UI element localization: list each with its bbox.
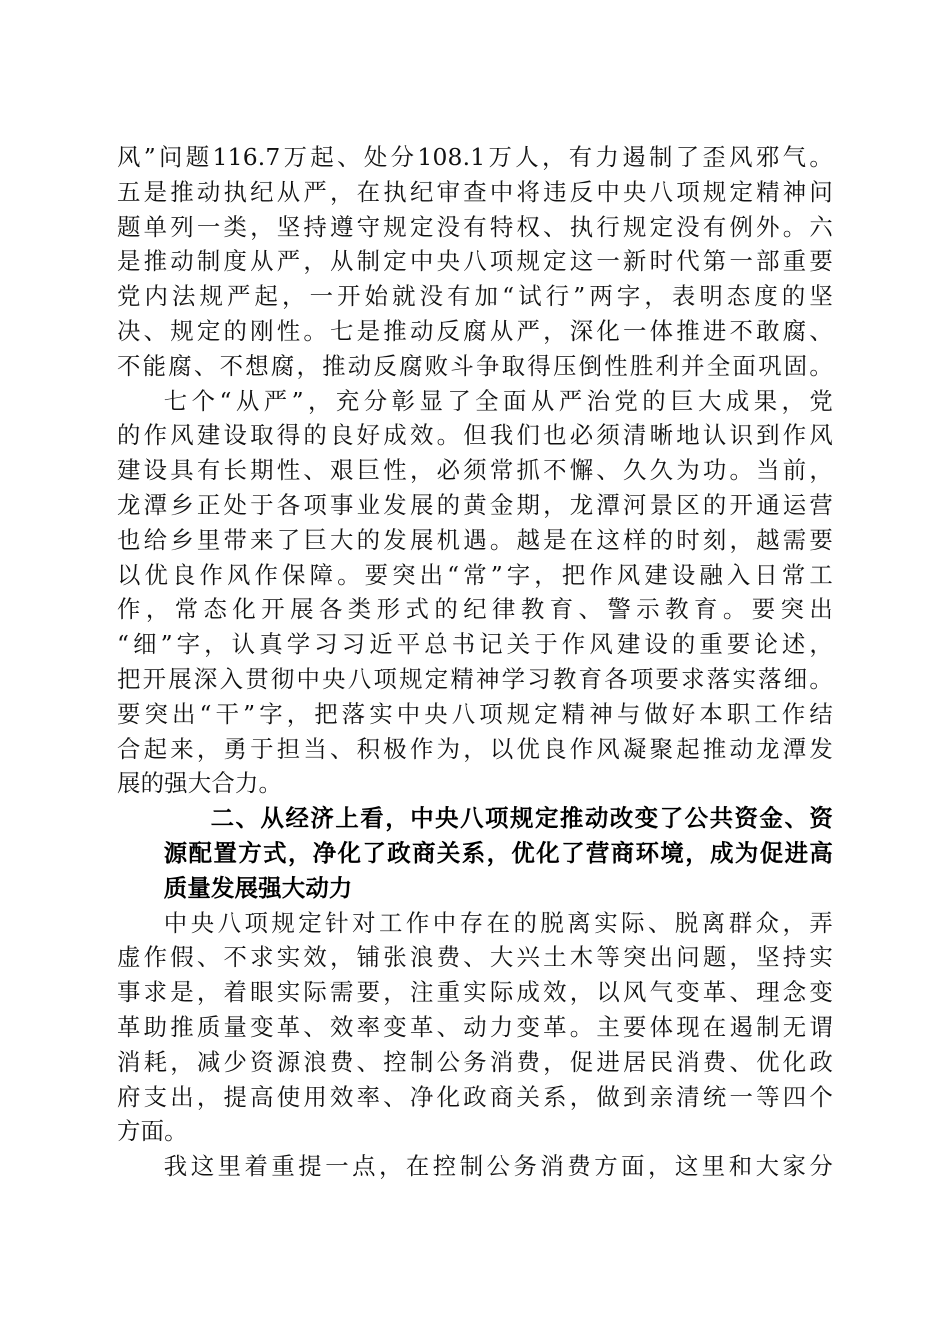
text-line: 题单列一类，坚持遵守规定没有特权、执行规定没有例外。六 [117,212,833,241]
text-line: 的作风建设取得的良好成效。但我们也必须清晰地认识到作风 [117,421,833,450]
text-line: 要突出“干”字，把落实中央八项规定精神与做好本职工作结 [117,699,833,728]
heading-line: 源配置方式，净化了政商关系，优化了营商环境，成为促进高 [163,838,833,867]
text-line: 龙潭乡正处于各项事业发展的黄金期，龙潭河景区的开通运营 [117,490,833,519]
text-line: 五是推动执纪从严，在执纪审查中将违反中央八项规定精神问 [117,177,833,206]
paragraph-2 [117,384,833,802]
text-line: 把开展深入贯彻中央八项规定精神学习教育各项要求落实落细。 [117,664,833,693]
text-line: 风”问题116.7万起、处分108.1万人，有力遏制了歪风邪气。 [117,143,833,171]
text-line: 不能腐、不想腐，推动反腐败斗争取得压倒性胜利并全面巩固。 [117,351,833,380]
text-line: 以优良作风作保障。要突出“常”字，把作风建设融入日常工 [117,560,833,589]
document-page [117,140,833,1184]
paragraph-3 [117,906,833,1150]
text-line: 也给乡里带来了巨大的发展机遇。越是在这样的时刻，越需要 [117,525,833,554]
text-line: 虚作假、不求实效，铺张浪费、大兴土木等突出问题，坚持实 [117,943,833,972]
text-line: 作，常态化开展各类形式的纪律教育、警示教育。要突出 [117,595,833,624]
text-line: 中央八项规定针对工作中存在的脱离实际、脱离群众，弄 [163,908,833,937]
text-line: 合起来，勇于担当、积极作为，以优良作风凝聚起推动龙潭发 [117,734,833,763]
text-line: 展的强大合力。 [117,769,283,798]
text-line: 府支出，提高使用效率、净化政商关系，做到亲清统一等四个 [117,1082,833,1111]
paragraph-1 [117,140,833,384]
text-line: 消耗，减少资源浪费、控制公务消费，促进居民消费、优化政 [117,1047,833,1076]
text-line: 建设具有长期性、艰巨性，必须常抓不懈、久久为功。当前， [117,456,833,485]
text-line: 党内法规严起，一开始就没有加“试行”两字，表明态度的坚 [117,282,833,311]
text-line: 七个“从严”，充分彰显了全面从严治党的巨大成果，党 [163,386,833,415]
text-line: “细”字，认真学习习近平总书记关于作风建设的重要论述， [117,630,833,659]
text-line: 事求是，着眼实际需要，注重实际成效，以风气变革、理念变 [117,978,833,1007]
paragraph-4 [117,1149,833,1184]
heading-line: 二、从经济上看，中央八项规定推动改变了公共资金、资 [210,804,833,833]
section-heading [117,801,833,905]
text-line: 我这里着重提一点，在控制公务消费方面，这里和大家分 [163,1152,833,1181]
text-line: 方面。 [117,1117,188,1146]
heading-line: 质量发展强大动力 [163,873,353,902]
text-line: 是推动制度从严，从制定中央八项规定这一新时代第一部重要 [117,247,833,276]
text-line: 革助推质量变革、效率变革、动力变革。主要体现在遏制无谓 [117,1012,833,1041]
text-line: 决、规定的刚性。七是推动反腐从严，深化一体推进不敢腐、 [117,316,833,345]
